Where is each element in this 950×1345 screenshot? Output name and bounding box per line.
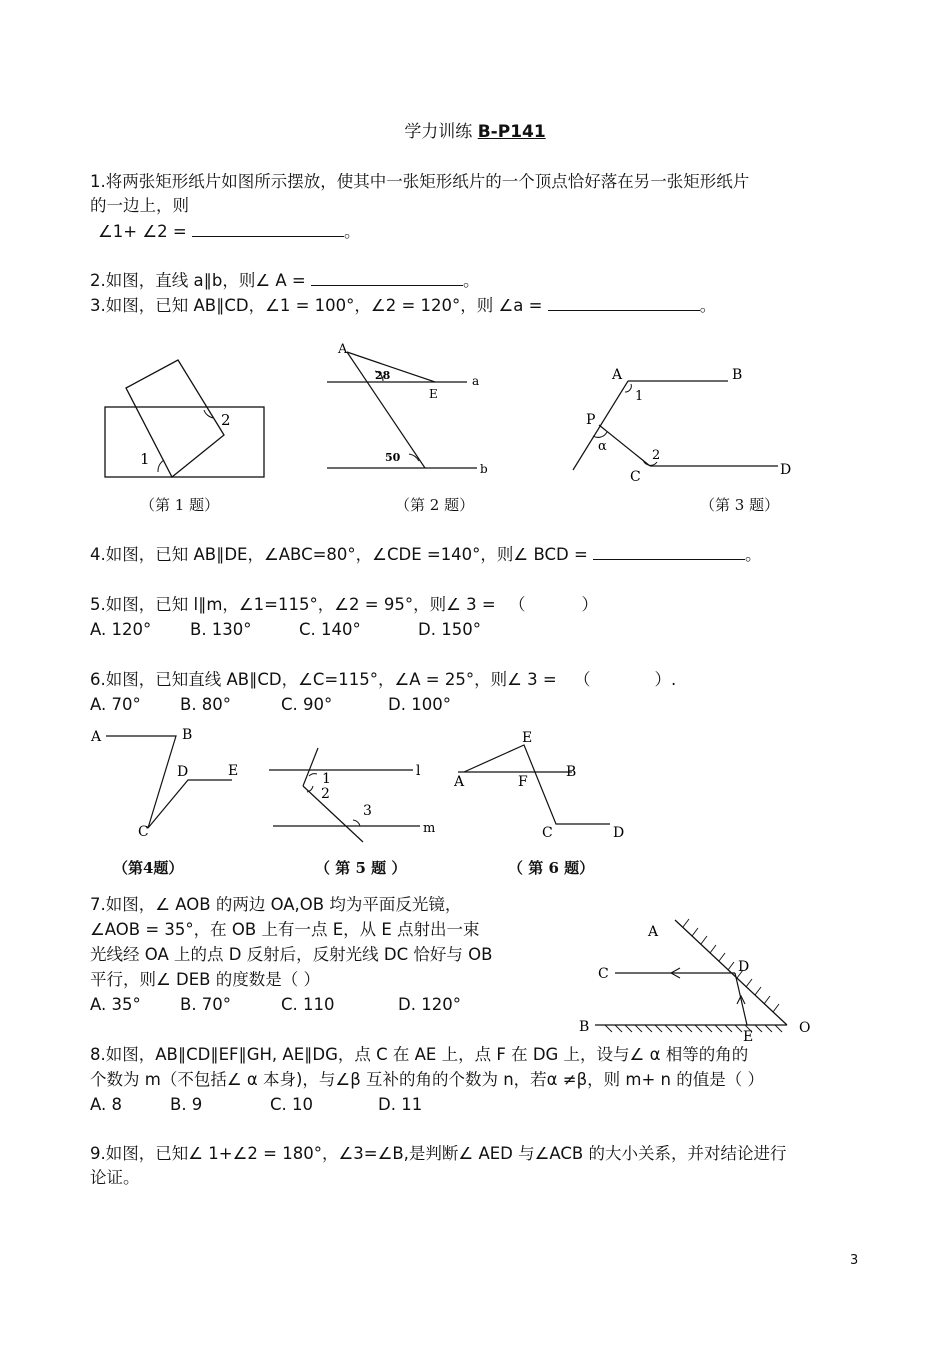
title-prefix: 学力训练 (404, 122, 473, 142)
q4-line (90, 545, 762, 565)
fig4-caption: （第4题） (113, 859, 184, 877)
figure-1 (100, 355, 270, 485)
q6-line (90, 670, 684, 690)
fig4-polyline (106, 736, 232, 828)
fig3-label-2: 2 (652, 448, 661, 463)
figure-4 (88, 724, 253, 839)
fig7-hatch-oa (683, 919, 779, 1012)
q2-line (90, 271, 479, 291)
fig1-angle-arc-1 (158, 460, 164, 472)
q3-question: 3.如图，已知 AB∥CD，∠1 = 100°，∠2 = 120°，则 ∠a = (90, 296, 543, 315)
fig6-label-D: D (613, 825, 625, 841)
q7-option-b[interactable]: B. 70° (180, 995, 232, 1014)
fig7-label-C: C (598, 966, 609, 982)
q5-question: 5.如图，已知 l∥m，∠1=115°，∠2 = 95°，则∠ 3 = (90, 595, 496, 614)
q8-option-a[interactable]: A. 8 (90, 1095, 122, 1114)
fig7-hatch-ob (605, 1025, 782, 1032)
q7-option-c[interactable]: C. 110 (281, 995, 335, 1014)
q1-end: 。 (343, 222, 361, 241)
page-title (0, 122, 950, 142)
q8-line1: 8.如图，AB∥CD∥EF∥GH, AE∥DG，点 C 在 AE 上，点 F 在 DG 上，设与∠ α 相等的角的 (90, 1045, 749, 1064)
fig3-label-alpha: α (598, 439, 607, 454)
q8-option-b[interactable]: B. 9 (170, 1095, 203, 1114)
fig1-caption: （第 1 题） (140, 496, 220, 514)
fig5-transversal-1 (303, 748, 318, 786)
fig4-label-E: E (228, 763, 239, 779)
q5-line (90, 595, 603, 615)
q9-line1: 9.如图，已知∠ 1+∠2 = 180°，∠3=∠B,是判断∠ AED 与∠ACB 的大小关系，并对结论进行 (90, 1144, 787, 1163)
q8-option-d[interactable]: D. 11 (378, 1095, 423, 1114)
q7-option-a[interactable]: A. 35° (90, 995, 141, 1014)
fig1-label-2: 2 (221, 411, 231, 429)
q2-question: 2.如图，直线 a∥b，则∠ A = (90, 271, 306, 290)
fig4-label-C: C (138, 824, 149, 840)
figure-3 (565, 362, 795, 487)
q5-option-d[interactable]: D. 150° (418, 620, 481, 639)
fig2-label-a: a (472, 374, 480, 388)
fig6-label-B: B (566, 764, 577, 780)
q3-answer-blank[interactable] (548, 296, 700, 311)
q1-line1: 1.将两张矩形纸片如图所示摆放，使其中一张矩形纸片的一个顶点恰好落在另一张矩形纸片 (90, 172, 750, 191)
q7-line4[interactable]: 平行，则∠ DEB 的度数是（ ） (90, 970, 320, 989)
figure-2 (325, 340, 495, 475)
fig3-caption: （第 3 题） (700, 496, 780, 514)
fig4-label-B: B (182, 727, 193, 743)
fig6-label-A: A (454, 774, 465, 790)
title-code: B-P141 (477, 122, 546, 142)
q4-end: 。 (745, 545, 762, 564)
q5-option-a[interactable]: A. 120° (90, 620, 152, 639)
page-number: 3 (850, 1253, 859, 1268)
fig2-label-b: b (480, 462, 488, 476)
fig7-label-D: D (738, 959, 750, 975)
q7-line1: 7.如图，∠ AOB 的两边 OA,OB 均为平面反光镜， (90, 895, 462, 914)
q2-end: 。 (462, 271, 480, 290)
q4-question: 4.如图，已知 AB∥DE，∠ABC=80°，∠CDE =140°，则∠ BCD = (90, 545, 588, 564)
q3-end: 。 (699, 296, 717, 315)
fig5-label-l: l (416, 763, 421, 779)
fig5-angle-arc-3 (353, 820, 360, 826)
fig4-label-D: D (177, 764, 189, 780)
figure-7 (575, 910, 820, 1050)
fig6-polyline (464, 745, 610, 824)
fig2-label-E: E (429, 387, 438, 401)
q9-line2: 论证。 (90, 1168, 140, 1187)
q8-line2[interactable]: 个数为 m（不包括∠ α 本身)，与∠β 互补的角的个数为 n，若α ≠β，则 m+ n 的值是（ ） (90, 1070, 764, 1089)
fig5-label-2: 2 (321, 786, 330, 802)
fig3-label-C: C (630, 469, 641, 485)
fig4-label-A: A (91, 729, 102, 745)
q6-option-d[interactable]: D. 100° (388, 695, 451, 714)
fig5-caption: （ 第 5 题 ） (315, 859, 407, 877)
fig7-label-O: O (799, 1020, 811, 1036)
q8-option-c[interactable]: C. 10 (270, 1095, 314, 1114)
q5-answer-paren[interactable]: （ ） (508, 595, 598, 614)
fig3-label-D: D (780, 462, 792, 478)
q1-answer-blank[interactable] (192, 222, 344, 237)
q7-line2: ∠AOB = 35°，在 OB 上有一点 E，从 E 点射出一束 (90, 920, 480, 939)
q6-option-b[interactable]: B. 80° (180, 695, 232, 714)
fig5-label-m: m (423, 821, 436, 836)
fig1-label-1: 1 (140, 450, 150, 468)
fig6-label-C: C (542, 825, 553, 841)
fig2-caption: （第 2 题） (395, 496, 475, 514)
q5-option-c[interactable]: C. 140° (299, 620, 361, 639)
fig5-label-3: 3 (363, 803, 372, 819)
q6-question: 6.如图，已知直线 AB∥CD，∠C=115°，∠A = 25°，则∠ 3 = (90, 670, 557, 689)
q6-option-c[interactable]: C. 90° (281, 695, 333, 714)
q2-answer-blank[interactable] (311, 271, 463, 286)
q3-line (90, 296, 716, 316)
q1-line3 (98, 222, 360, 242)
fig6-label-F: F (518, 774, 528, 790)
fig5-angle-arc-1 (309, 774, 317, 776)
fig3-label-P: P (586, 412, 596, 428)
q6-option-a[interactable]: A. 70° (90, 695, 141, 714)
fig7-label-A: A (648, 924, 659, 940)
q6-answer-paren[interactable]: （ ）. (573, 670, 677, 689)
q7-line3: 光线经 OA 上的点 D 反射后，反射光线 DC 恰好与 OB (90, 945, 493, 964)
q4-answer-blank[interactable] (593, 545, 745, 560)
q1-line2: 的一边上，则 (90, 196, 189, 215)
figure-5 (265, 742, 450, 847)
q1-question: ∠1+ ∠2 = (98, 222, 187, 241)
fig3-label-B: B (732, 367, 743, 383)
fig6-caption: （ 第 6 题） (508, 859, 595, 877)
fig2-label-A: A (338, 342, 348, 357)
q5-option-b[interactable]: B. 130° (190, 620, 252, 639)
fig7-label-B: B (579, 1019, 590, 1035)
fig5-label-1: 1 (322, 771, 331, 787)
figure-6 (450, 728, 630, 843)
fig2-segment-ae (347, 352, 435, 382)
fig3-label-A: A (612, 367, 623, 383)
fig6-label-E: E (522, 730, 533, 746)
fig7-ray-ed (735, 973, 747, 1025)
fig2-label-50: 50 (385, 451, 401, 464)
fig2-label-28: 28 (375, 369, 391, 382)
fig7-label-E: E (743, 1029, 754, 1045)
fig5-transversal-2 (303, 786, 363, 842)
fig3-label-1: 1 (635, 389, 644, 404)
q7-option-d[interactable]: D. 120° (398, 995, 461, 1014)
